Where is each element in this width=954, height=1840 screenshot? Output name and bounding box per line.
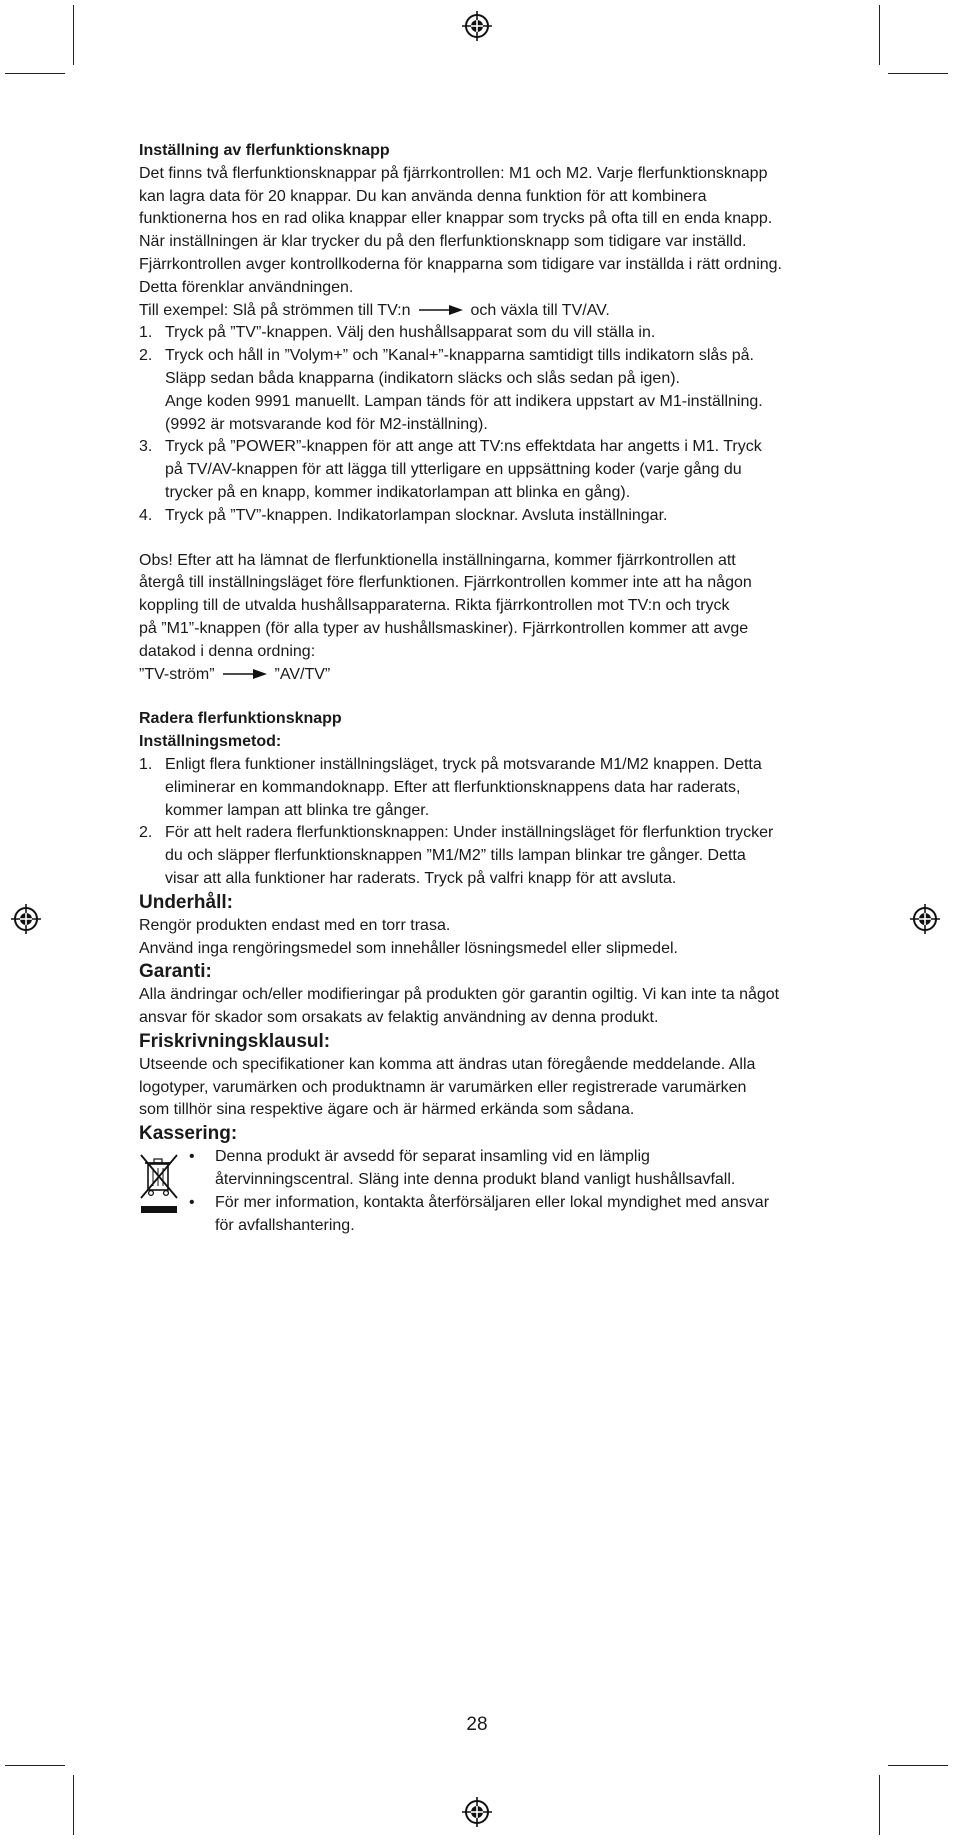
registration-mark-icon bbox=[11, 904, 41, 934]
text-line: kan lagra data för 20 knappar. Du kan använda denna funktion för att kombinera bbox=[139, 187, 707, 205]
disposal-block bbox=[139, 1146, 829, 1237]
step-line: (9992 är motsvarande kod för M2-inställning). bbox=[165, 415, 488, 433]
note-line: återgå till inställningsläget före flerfunktionen. Fjärrkontrollen kommer inte att ha någon bbox=[139, 574, 752, 592]
sequence-text: ”TV-ström” bbox=[139, 665, 215, 683]
registration-mark-icon bbox=[462, 11, 492, 41]
list-item bbox=[189, 1146, 829, 1192]
text-line: funktionerna hos en rad olika knappar eller knappar som trycks på ofta till en enda knapp. bbox=[139, 210, 773, 228]
delete-steps bbox=[139, 754, 829, 891]
bullet-mark: • bbox=[189, 1193, 195, 1211]
registration-mark-icon bbox=[462, 1797, 492, 1827]
text-line: logotyper, varumärken och produktnamn är varumärken eller registrerade varumärken bbox=[139, 1078, 747, 1096]
step-number: 1. bbox=[139, 324, 153, 342]
section-title: Inställning av flerfunktionsknapp bbox=[139, 142, 390, 159]
list-item bbox=[139, 345, 829, 436]
arrow-right-icon bbox=[223, 669, 267, 679]
step-number: 2. bbox=[139, 824, 153, 842]
bullet-line: återvinningscentral. Släng inte denna produkt bland vanligt hushållsavfall. bbox=[215, 1171, 736, 1189]
step-line: eliminerar en kommandoknapp. Efter att flerfunktionsknappens data har raderats, bbox=[165, 778, 741, 796]
crop-mark bbox=[73, 1775, 74, 1835]
step-line: För att helt radera flerfunktionsknappen: Under inställningsläget för flerfunktion trycker bbox=[165, 824, 774, 842]
section-heading: Kassering: bbox=[139, 1123, 238, 1145]
section-heading: Underhåll: bbox=[139, 891, 233, 913]
step-line: visar att alla funktioner har raderats. Tryck på valfri knapp för att avsluta. bbox=[165, 869, 677, 887]
crossed-out-wheelie-bin-icon bbox=[139, 1152, 179, 1214]
text-line: ansvar för skador som orsakats av felaktig användning av denna produkt. bbox=[139, 1009, 659, 1027]
text-line: Detta förenklar användningen. bbox=[139, 278, 354, 296]
sequence-text: ”AV/TV” bbox=[274, 665, 331, 683]
step-line: Tryck på ”TV”-knappen. Indikatorlampan slocknar. Avsluta inställningar. bbox=[165, 506, 668, 524]
note-line: på ”M1”-knappen (för alla typer av hushållsmaskiner). Fjärrkontrollen kommer att avge bbox=[139, 619, 749, 637]
text-line: Alla ändringar och/eller modifieringar på produkten gör garantin ogiltig. Vi kan inte ta något bbox=[139, 986, 780, 1004]
section-title: Radera flerfunktionsknapp bbox=[139, 710, 342, 728]
page-content bbox=[139, 140, 829, 1237]
list-item bbox=[139, 322, 829, 345]
step-number: 2. bbox=[139, 347, 153, 365]
list-item bbox=[139, 505, 829, 528]
step-line: Ange koden 9991 manuellt. Lampan tänds för att indikera uppstart av M1-inställning. bbox=[165, 392, 763, 410]
text-line: Fjärrkontrollen avger kontrollkoderna för knapparna som tidigare var inställda i rätt ordning. bbox=[139, 255, 782, 273]
note-line: Obs! Efter att ha lämnat de flerfunktionella inställningarna, kommer fjärrkontrollen att bbox=[139, 551, 736, 569]
list-item bbox=[139, 436, 829, 504]
bullet-line: för avfallshantering. bbox=[215, 1216, 355, 1234]
bullet-mark: • bbox=[189, 1148, 195, 1166]
crop-mark bbox=[879, 5, 880, 65]
example-text: och växla till TV/AV. bbox=[470, 301, 610, 319]
step-line: Tryck och håll in ”Volym+” och ”Kanal+”-knapparna samtidigt tills indikatorn slås på. bbox=[165, 347, 754, 365]
bullet-line: För mer information, kontakta återförsäljaren eller lokal myndighet med ansvar bbox=[215, 1193, 770, 1211]
step-line: Tryck på ”TV”-knappen. Välj den hushållsapparat som du vill ställa in. bbox=[165, 324, 656, 342]
note-line: koppling till de utvalda hushållsapparaterna. Rikta fjärrkontrollen mot TV:n och tryck bbox=[139, 597, 730, 615]
crop-mark bbox=[879, 1775, 880, 1835]
disposal-bullets bbox=[189, 1146, 829, 1237]
list-item bbox=[189, 1192, 829, 1238]
text-line: Rengör produkten endast med en torr trasa. bbox=[139, 916, 451, 934]
list-item bbox=[139, 822, 829, 890]
crop-mark bbox=[888, 1765, 948, 1766]
section-heading: Friskrivningsklausul: bbox=[139, 1030, 331, 1052]
example-line bbox=[139, 300, 829, 323]
step-line: trycker på en knapp, kommer indikatorlampan att blinka en gång). bbox=[165, 483, 631, 501]
step-line: på TV/AV-knappen för att lägga till ytterligare en uppsättning koder (varje gång du bbox=[165, 461, 742, 479]
note-line: datakod i denna ordning: bbox=[139, 642, 316, 660]
example-text: Till exempel: Slå på strömmen till TV:n bbox=[139, 301, 411, 319]
step-line: Släpp sedan båda knapparna (indikatorn släcks och slås sedan på igen). bbox=[165, 369, 680, 387]
crop-mark bbox=[5, 73, 65, 74]
section-subtitle: Inställningsmetod: bbox=[139, 733, 282, 751]
list-item bbox=[139, 754, 829, 822]
text-line: Det finns två flerfunktionsknappar på fjärrkontrollen: M1 och M2. Varje flerfunktionsknapp bbox=[139, 164, 768, 182]
setup-steps bbox=[139, 322, 829, 527]
text-line: som tillhör sina respektive ägare och är härmed erkända som sådana. bbox=[139, 1101, 635, 1119]
text-line: När inställningen är klar trycker du på den flerfunktionsknapp som tidigare var inställd. bbox=[139, 233, 747, 251]
step-line: Tryck på ”POWER”-knappen för att ange att TV:ns effektdata har angetts i M1. Tryck bbox=[165, 438, 762, 456]
step-line: kommer lampan att blinka tre gånger. bbox=[165, 801, 430, 819]
crop-mark bbox=[888, 73, 948, 74]
text-line: Utseende och specifikationer kan komma att ändras utan föregående meddelande. Alla bbox=[139, 1055, 756, 1073]
step-line: du och släpper flerfunktionsknappen ”M1/M2” tills lampan blinkar tre gånger. Detta bbox=[165, 847, 746, 865]
arrow-right-icon bbox=[419, 305, 463, 315]
bullet-line: Denna produkt är avsedd för separat insamling vid en lämplig bbox=[215, 1148, 650, 1166]
step-number: 1. bbox=[139, 755, 153, 773]
step-line: Enligt flera funktioner inställningsläget, tryck på motsvarande M1/M2 knappen. Detta bbox=[165, 755, 762, 773]
sequence-line bbox=[139, 664, 829, 687]
text-line: Använd inga rengöringsmedel som innehåller lösningsmedel eller slipmedel. bbox=[139, 939, 678, 957]
page-number: 28 bbox=[466, 1714, 488, 1735]
step-number: 4. bbox=[139, 506, 153, 524]
crop-mark bbox=[5, 1765, 65, 1766]
step-number: 3. bbox=[139, 438, 153, 456]
section-heading: Garanti: bbox=[139, 961, 212, 983]
registration-mark-icon bbox=[910, 904, 940, 934]
crop-mark bbox=[73, 5, 74, 65]
